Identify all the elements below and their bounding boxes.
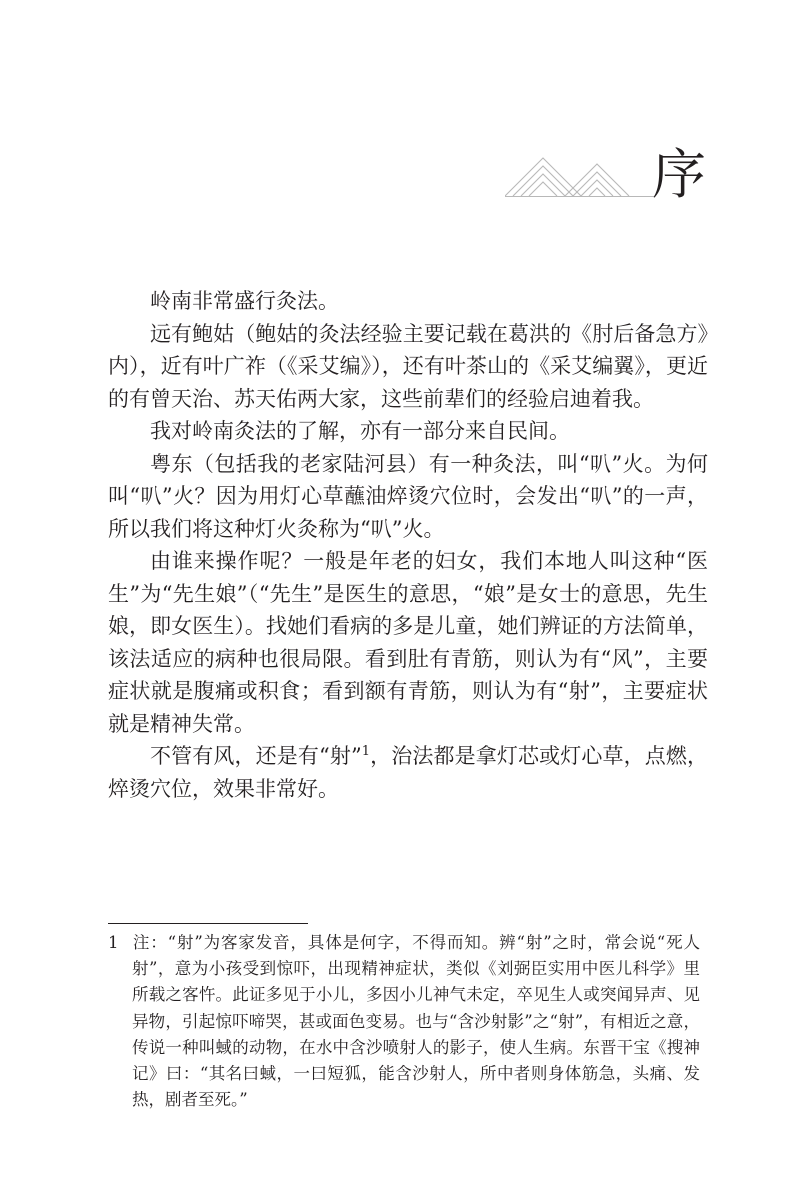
paragraph: 岭南非常盛行灸法。 bbox=[150, 289, 339, 313]
footnote-text: 注：“射”为客家发音，具体是何字，不得而知。辨“射”之时，常会说“死人射”，意为小孩受到惊吓，出现精神症状，类似《刘弼臣实用中医儿科学》里所载之客忤。此证多见于小儿，多因小儿神气未定，卒见生人或突闻异声、见异物，引起惊吓啼哭，甚或面色变易。也与“含沙射影”之“射”，有相近之意，传说一种叫蜮的动物，在水中含沙喷射人的影子，使人生病。东晋干宝《搜神记》曰：“其名曰蜮，一曰短狐，能含沙射人，所中者则身体筋急，头痛、发热，剧者至死。” bbox=[132, 933, 700, 1110]
footnote-number: 1 bbox=[108, 933, 119, 952]
paragraph-with-footnote bbox=[108, 740, 708, 805]
paragraph: 远有鲍姑（鲍姑的灸法经验主要记载在葛洪的《肘后备急方》内），近有叶广祚（《采艾编》），还有叶茶山的《采艾编翼》，更近的有曾天治、苏天佑两大家，这些前辈们的经验启迪着我。 bbox=[108, 321, 708, 411]
footnote bbox=[108, 930, 700, 1113]
chapter-title: 序 bbox=[652, 143, 706, 206]
paragraph: 粤东（包括我的老家陆河县）有一种灸法，叫“叭”火。为何叫“叭”火？因为用灯心草蘸油焠烫穴位时，会发出“叭”的一声，所以我们将这种灯火灸称为“叭”火。 bbox=[108, 451, 708, 541]
mountain-ornament-icon bbox=[505, 150, 655, 198]
paragraph-text: ，治法都是拿灯芯或灯心草，点燃，焠烫穴位，效果非常好。 bbox=[108, 744, 708, 801]
paragraph: 我对岭南灸法的了解，亦有一部分来自民间。 bbox=[150, 419, 570, 443]
paragraph: 由谁来操作呢？一般是年老的妇女，我们本地人叫这种“医生”为“先生娘”（“先生”是医生的意思，“娘”是女士的意思，先生娘，即女医生）。找她们看病的多是儿童，她们辨证的方法简单，该法适应的病种也很局限。看到肚有青筋，则认为有“风”，主要症状就是腹痛或积食；看到额有青筋，则认为有“射”，主要症状就是精神失常。 bbox=[108, 549, 708, 736]
body-text bbox=[108, 285, 708, 805]
paragraph-text: 不管有风，还是有“射” bbox=[150, 744, 362, 768]
footnote-divider bbox=[108, 923, 308, 924]
footnote-reference[interactable]: 1 bbox=[361, 744, 370, 759]
